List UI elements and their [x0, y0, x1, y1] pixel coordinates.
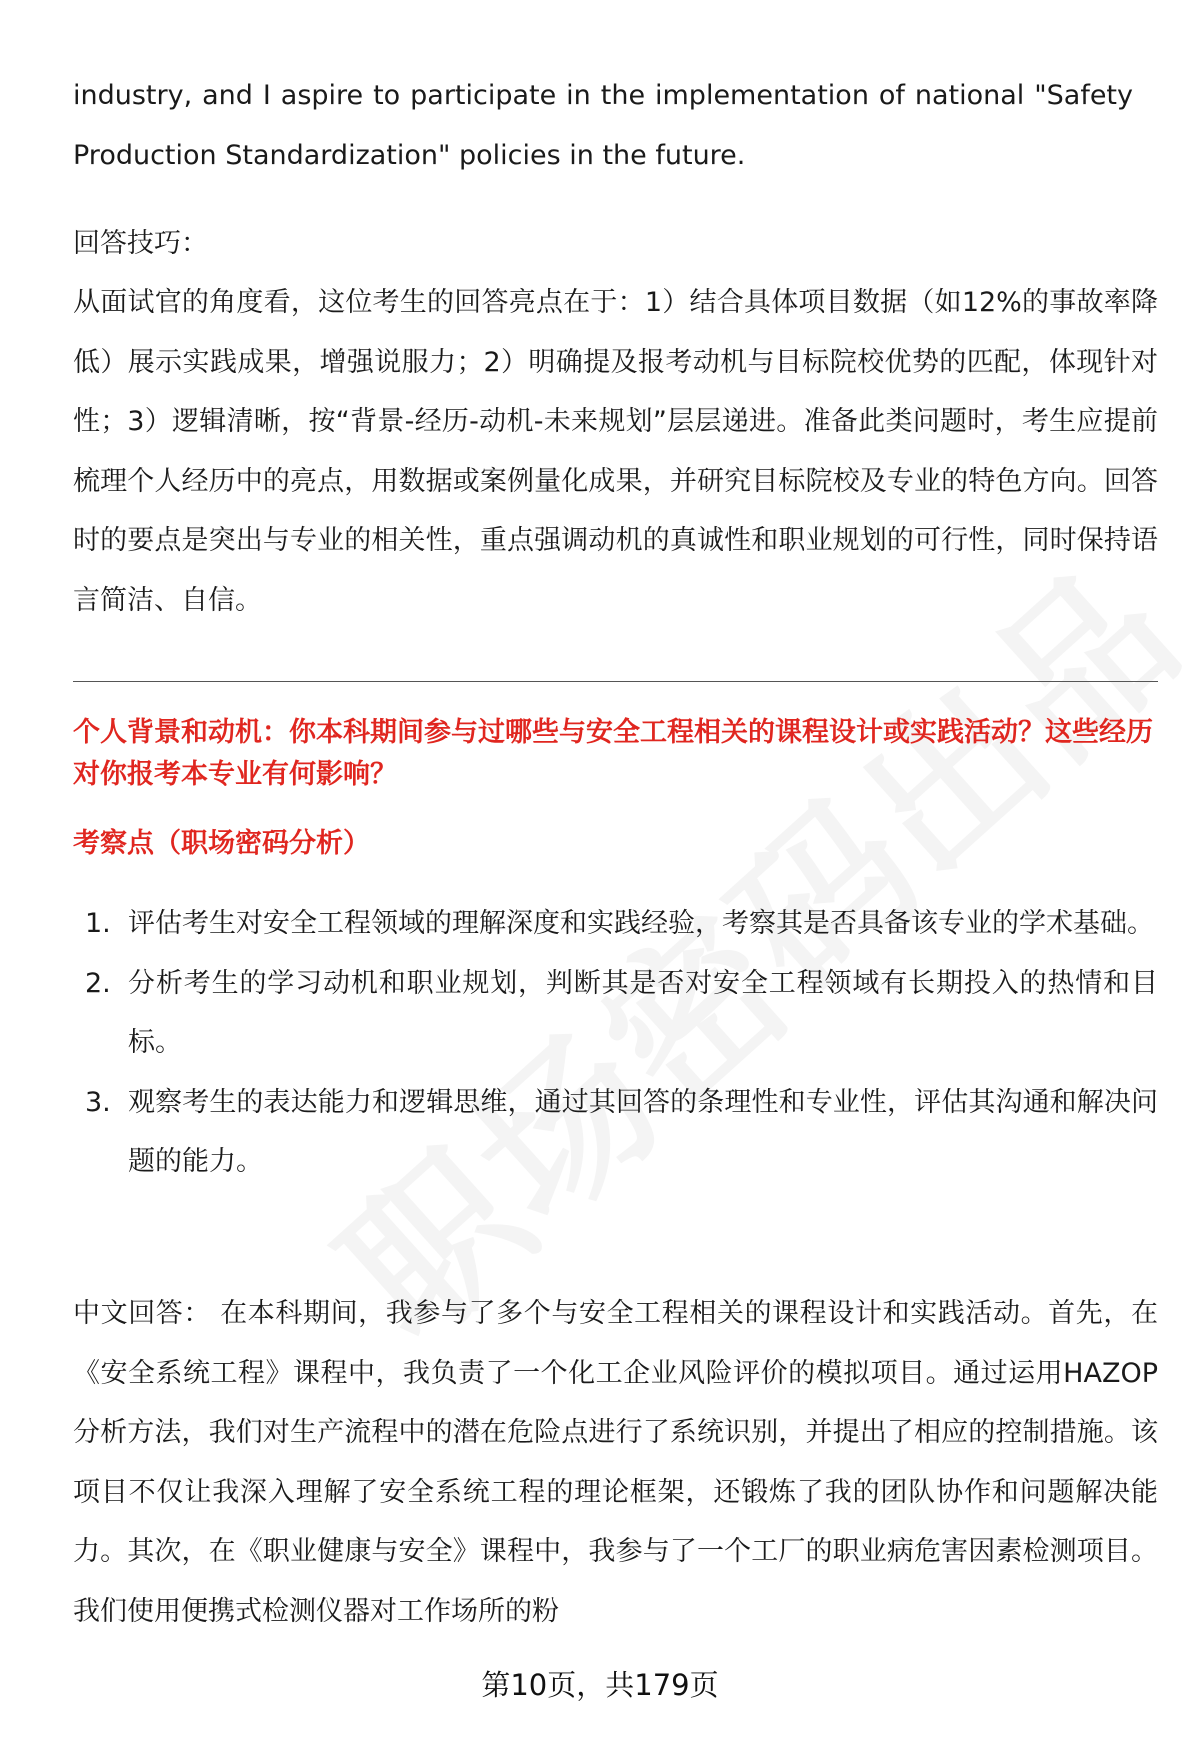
list-item-text: 观察考生的表达能力和逻辑思维，通过其回答的条理性和专业性，评估其沟通和解决问题的能力。 — [128, 1086, 1158, 1177]
list-item — [73, 1073, 1158, 1192]
list-item — [73, 894, 1158, 954]
chinese-answer: 中文回答： 在本科期间，我参与了多个与安全工程相关的课程设计和实践活动。首先，在《安全系统工程》课程中，我负责了一个化工企业风险评价的模拟项目。通过运用HAZOP分析方法，我们对生产流程中的潜在危险点进行了系统识别，并提出了相应的控制措施。该项目不仅让我深入理解了安全系统工程的理论框架，还锻炼了我的团队协作和问题解决能力。其次，在《职业健康与安全》课程中，我参与了一个工厂的职业病危害因素检测项目。我们使用便携式检测仪器对工作场所的粉 — [73, 1298, 1158, 1627]
list-item — [73, 954, 1158, 1073]
assessment-list — [73, 894, 1158, 1192]
assessment-title: 考察点（职场密码分析） — [73, 828, 370, 859]
list-item-text: 评估考生对安全工程领域的理解深度和实践经验，考察其是否具备该专业的学术基础。 — [128, 908, 1154, 939]
tips-body: 从面试官的角度看，这位考生的回答亮点在于：1）结合具体项目数据（如12%的事故率降低）展示实践成果，增强说服力；2）明确提及报考动机与目标院校优势的匹配，体现针对性；3）逻辑清晰，按“背景-经历-动机-未来规划”层层递进。准备此类问题时，考生应提前梳理个人经历中的亮点，用数据或案例量化成果，并研究目标院校及专业的特色方向。回答时的要点是突出与专业的相关性，重点强调动机的真诚性和职业规划的可行性，同时保持语言简洁、自信。 — [73, 287, 1158, 616]
list-item-text: 分析考生的学习动机和职业规划，判断其是否对安全工程领域有长期投入的热情和目标。 — [128, 967, 1158, 1058]
tips-label: 回答技巧： — [73, 228, 208, 259]
section-divider — [73, 681, 1158, 682]
list-number: 2. — [85, 967, 111, 999]
question-heading: 个人背景和动机：你本科期间参与过哪些与安全工程相关的课程设计或实践活动？这些经历对你报考本专业有何影响？ — [73, 717, 1153, 790]
list-number: 3. — [85, 1086, 111, 1118]
list-number: 1. — [85, 908, 111, 939]
english-answer-tail: industry, and I aspire to participate in the implementation of national "Safety Production Standardization" policies in the future. — [73, 80, 1133, 171]
page-footer: 第10页，共179页 — [481, 1668, 719, 1702]
